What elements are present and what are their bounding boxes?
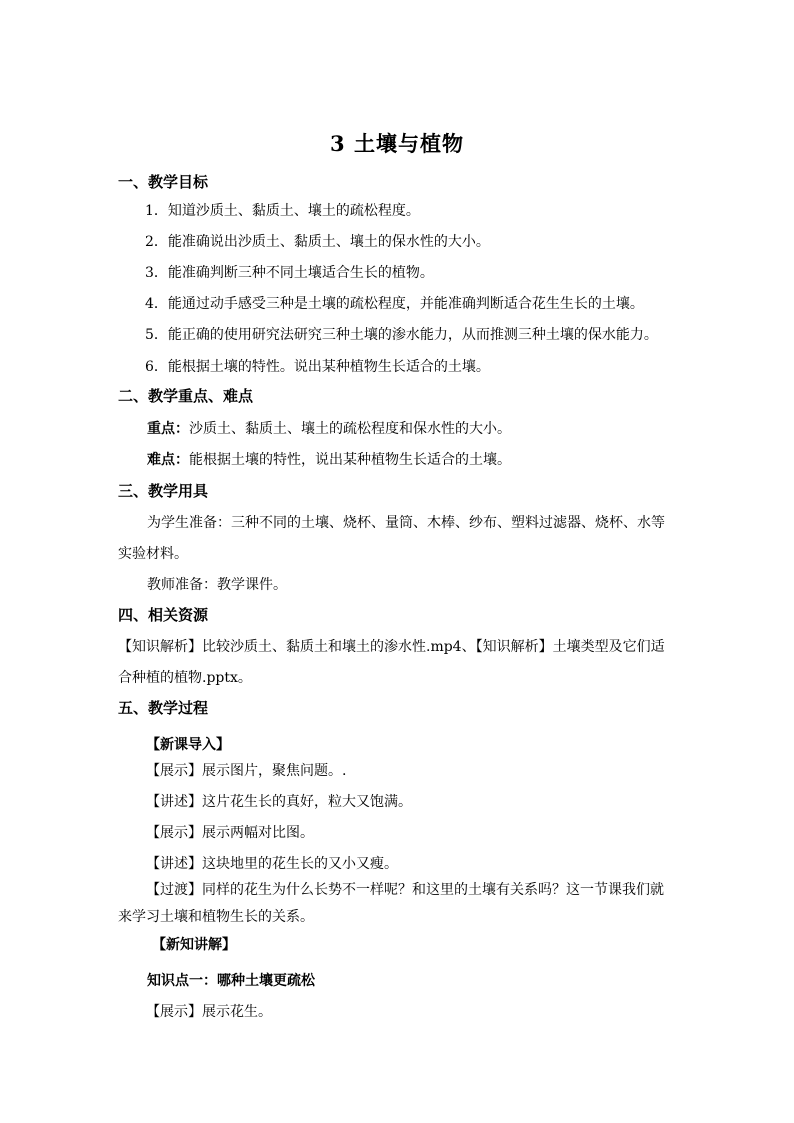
student-prep-line1: 为学生准备：三种不同的土壤、烧杯、量筒、木棒、纱布、塑料过滤器、烧杯、水等 — [147, 515, 665, 531]
process-step: 【讲述】这片花生长的真好，粒大又饱满。 — [146, 794, 412, 810]
section-heading-keypoints: 二、教学重点、难点 — [118, 387, 254, 405]
goal-item: 2．能准确说出沙质土、黏质土、壤土的保水性的大小。 — [145, 234, 490, 250]
goal-item: 6．能根据土壤的特性。说出某种植物生长适合的土壤。 — [145, 359, 490, 375]
section-heading-process: 五、教学过程 — [118, 699, 209, 717]
intro-label: 【新课导入】 — [146, 737, 230, 753]
process-step: 【展示】展示花生。 — [146, 1004, 272, 1020]
process-step: 【展示】展示图片，聚焦问题。. — [146, 763, 347, 779]
goal-item: 3．能准确判断三种不同土壤适合生长的植物。 — [145, 265, 434, 281]
new-knowledge-label: 【新知讲解】 — [152, 937, 236, 953]
resource-line1: 【知识解析】比较沙质土、黏质土和壤土的渗水性.mp4、【知识解析】土壤类型及它们适 — [118, 639, 665, 655]
difficulty-text: 能根据土壤的特性，说出某种植物生长适合的土壤。 — [189, 452, 511, 468]
transition-line2: 来学习土壤和植物生长的关系。 — [118, 909, 314, 925]
teacher-prep: 教师准备：教学课件。 — [147, 577, 287, 593]
goal-item: 4．能通过动手感受三种是土壤的疏松程度，并能准确判断适合花生生长的土壤。 — [145, 296, 644, 312]
goal-item: 5．能正确的使用研究法研究三种土壤的渗水能力，从而推测三种土壤的保水能力。 — [145, 327, 658, 343]
document-title: 3 土壤与植物 — [330, 131, 464, 156]
process-step: 【展示】展示两幅对比图。 — [146, 825, 314, 841]
section-heading-resources: 四、相关资源 — [118, 606, 209, 624]
difficulty-line — [147, 450, 707, 470]
goal-item: 1．知道沙质土、黏质土、壤土的疏松程度。 — [145, 203, 420, 219]
key-label: 重点： — [147, 421, 189, 437]
process-step: 【讲述】这块地里的花生长的又小又瘦。 — [146, 856, 398, 872]
difficulty-label: 难点： — [147, 452, 189, 468]
section-heading-tools: 三、教学用具 — [118, 482, 209, 500]
section-heading-goals: 一、教学目标 — [118, 173, 209, 191]
key-point-line — [147, 419, 707, 439]
student-prep-line2: 实验材料。 — [118, 546, 188, 562]
transition-line1: 【过渡】同样的花生为什么长势不一样呢？和这里的土壤有关系吗？这一节课我们就 — [146, 882, 664, 898]
resource-line2: 合种植的植物.pptx。 — [118, 670, 252, 686]
key-text: 沙质土、黏质土、壤土的疏松程度和保水性的大小。 — [189, 421, 511, 437]
knowledge-point-title: 知识点一：哪种土壤更疏松 — [147, 973, 315, 989]
